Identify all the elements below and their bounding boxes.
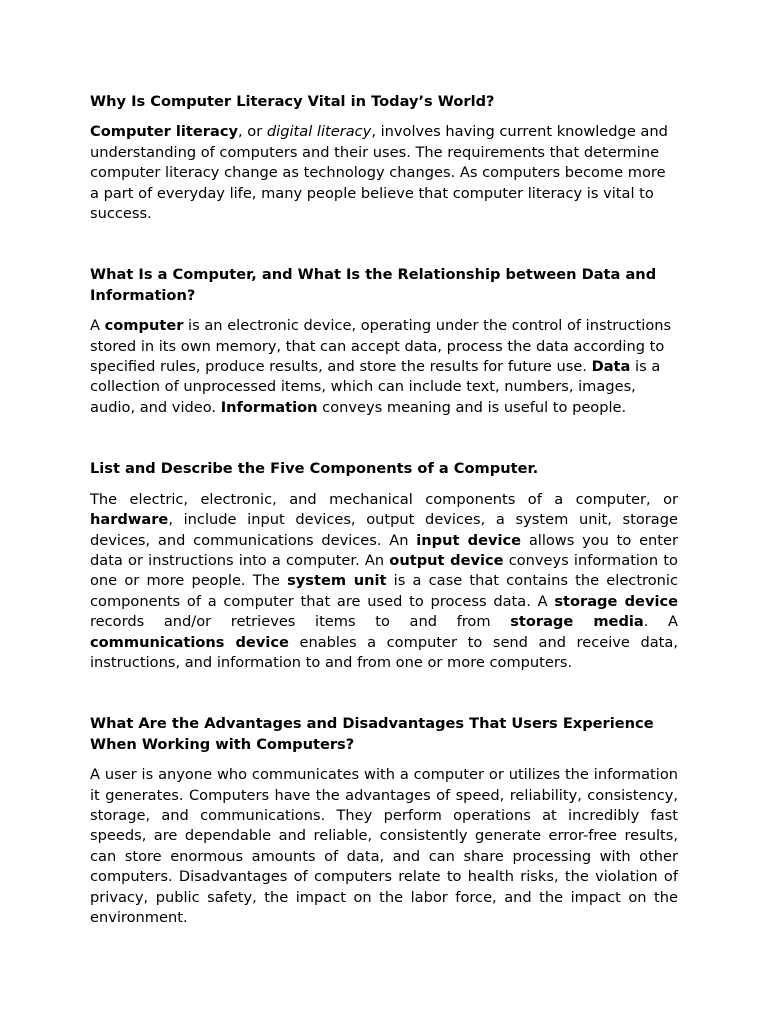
body-text: allows you to enter data or instructions into a computer. An [90, 531, 678, 569]
section-body: A user is anyone who communicates with a computer or utilizes the information it generates. Computers have the advantages of speed, reliability, consistency, storage, and communications. They perform operations at incredibly fast speeds, are dependable and reliable, consistently generate error-free results, can store enormous amounts of data, and can share processing with other computers. Disadvantages of computers relate to health risks, the violation of privacy, public safety, the impact on the labor force, and the impact on the environment. [90, 766, 678, 926]
body-text: is a case that contains the electronic components of a computer that are used to process data. A [90, 572, 678, 610]
term-communications-device: communications device [90, 633, 289, 651]
section-heading: What Are the Advantages and Disadvantages That Users Experience When Working with Computers? [90, 715, 654, 753]
body-text: conveys information to one or more people. The [90, 551, 678, 590]
section-body [90, 316, 678, 418]
term-computer-literacy: Computer literacy [90, 123, 239, 141]
body-text: conveys meaning and is useful to people. [317, 398, 627, 416]
term-output-device: output device [389, 551, 504, 569]
term-computer: computer [104, 317, 184, 335]
section-body [90, 122, 678, 224]
body-text: is an electronic device, operating under the control of instructions stored in its own memory, that can accept data, process the data according to specified rules, produce results, and store the results for future use. [90, 317, 672, 376]
section-body [90, 490, 678, 674]
term-storage-device: storage device [554, 592, 679, 610]
section-heading: What Is a Computer, and What Is the Relationship between Data and Information? [90, 266, 657, 304]
term-hardware: hardware [90, 511, 169, 529]
term-digital-literacy: digital literacy [266, 123, 372, 141]
section-heading: List and Describe the Five Components of a Computer. [90, 460, 539, 478]
body-text: . A [643, 613, 678, 631]
body-text: , involves having current knowledge and understanding of computers and their uses. The requirements that determine computer literacy change as technology changes. As computers become more a part of everyday life, many people believe that computer literacy is vital to success. [90, 123, 668, 223]
section-computer-literacy [90, 92, 678, 224]
body-text: A [90, 317, 105, 335]
body-text: is a collection of unprocessed items, which can include text, numbers, images, audio, and video. [90, 358, 661, 416]
term-system-unit: system unit [287, 572, 387, 590]
term-input-device: input device [416, 531, 522, 549]
body-text: , include input devices, output devices, a system unit, storage devices, and communications devices. An [90, 511, 678, 549]
body-text: The electric, electronic, and mechanical components of a computer, or [90, 490, 678, 508]
section-computer-data-information [90, 265, 678, 418]
body-text: records and/or retrieves items to and from [90, 613, 511, 631]
section-advantages-disadvantages [90, 714, 678, 928]
body-text: , or [238, 123, 267, 141]
section-five-components [90, 459, 678, 673]
body-text: enables a computer to send and receive data, instructions, and information to and from one or more computers. [90, 633, 678, 671]
term-information: Information [220, 398, 318, 416]
section-heading: Why Is Computer Literacy Vital in Today’s World? [90, 93, 495, 110]
term-storage-media: storage media [510, 613, 644, 631]
document-page [90, 92, 678, 969]
term-data: Data [591, 358, 631, 376]
